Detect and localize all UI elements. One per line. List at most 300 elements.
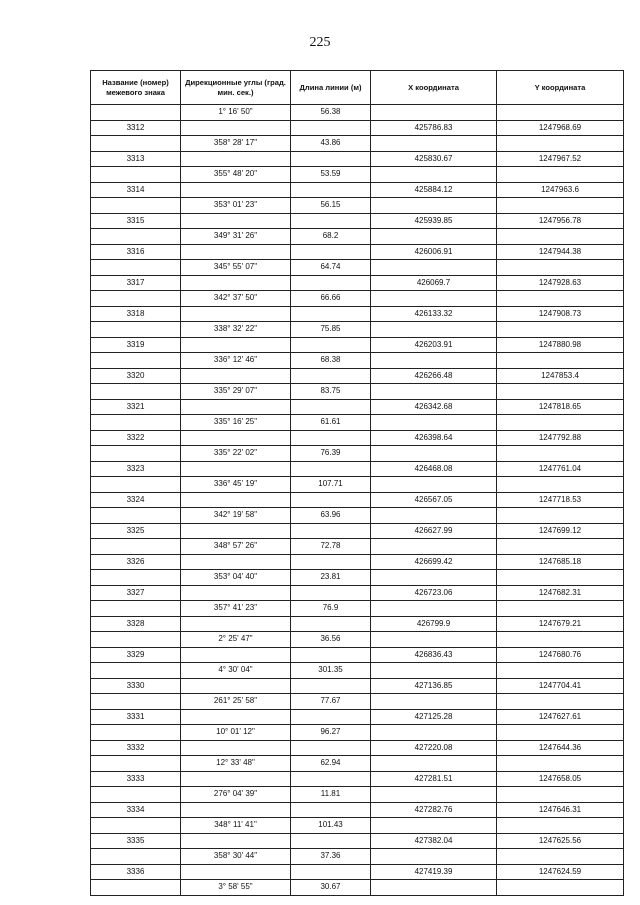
point-name-cell: 3323 — [91, 461, 181, 477]
length-cell: 83.75 — [291, 384, 371, 400]
point-name-cell: 3324 — [91, 492, 181, 508]
length-cell: 96.27 — [291, 725, 371, 741]
length-cell: 43.86 — [291, 136, 371, 152]
y-coordinate-cell: 1247944.38 — [497, 244, 624, 260]
point-name-cell: 3330 — [91, 678, 181, 694]
x-coordinate-cell — [371, 694, 497, 710]
length-cell — [291, 244, 371, 260]
point-name-cell: 3333 — [91, 771, 181, 787]
header-angle: Дирекционные углы (град. мин. сек.) — [181, 71, 291, 105]
length-cell — [291, 337, 371, 353]
angle-cell — [181, 802, 291, 818]
segment-row — [91, 880, 624, 896]
length-cell — [291, 554, 371, 570]
y-coordinate-cell: 1247908.73 — [497, 306, 624, 322]
x-coordinate-cell: 427125.28 — [371, 709, 497, 725]
angle-cell — [181, 461, 291, 477]
x-coordinate-cell — [371, 849, 497, 865]
angle-cell: 349° 31' 26" — [181, 229, 291, 245]
point-name-cell — [91, 849, 181, 865]
length-cell — [291, 120, 371, 136]
x-coordinate-cell — [371, 632, 497, 648]
length-cell — [291, 616, 371, 632]
length-cell — [291, 523, 371, 539]
point-row — [91, 616, 624, 632]
length-cell — [291, 647, 371, 663]
point-name-cell: 3336 — [91, 864, 181, 880]
length-cell: 77.67 — [291, 694, 371, 710]
length-cell: 68.38 — [291, 353, 371, 369]
segment-row — [91, 384, 624, 400]
x-coordinate-cell — [371, 384, 497, 400]
x-coordinate-cell — [371, 291, 497, 307]
angle-cell — [181, 554, 291, 570]
length-cell — [291, 182, 371, 198]
point-name-cell — [91, 725, 181, 741]
y-coordinate-cell — [497, 229, 624, 245]
y-coordinate-cell: 1247792.88 — [497, 430, 624, 446]
point-name-cell — [91, 632, 181, 648]
point-name-cell: 3334 — [91, 802, 181, 818]
point-name-cell — [91, 260, 181, 276]
segment-row — [91, 260, 624, 276]
x-coordinate-cell: 426398.64 — [371, 430, 497, 446]
segment-row — [91, 663, 624, 679]
point-row — [91, 337, 624, 353]
y-coordinate-cell: 1247624.59 — [497, 864, 624, 880]
point-name-cell: 3316 — [91, 244, 181, 260]
point-name-cell — [91, 663, 181, 679]
y-coordinate-cell: 1247682.31 — [497, 585, 624, 601]
x-coordinate-cell — [371, 725, 497, 741]
length-cell — [291, 430, 371, 446]
segment-row — [91, 601, 624, 617]
point-name-cell — [91, 694, 181, 710]
y-coordinate-cell — [497, 880, 624, 896]
x-coordinate-cell — [371, 136, 497, 152]
x-coordinate-cell — [371, 477, 497, 493]
angle-cell: 261° 25' 58" — [181, 694, 291, 710]
x-coordinate-cell — [371, 415, 497, 431]
segment-row — [91, 477, 624, 493]
x-coordinate-cell — [371, 570, 497, 586]
y-coordinate-cell: 1247658.05 — [497, 771, 624, 787]
point-name-cell — [91, 880, 181, 896]
y-coordinate-cell — [497, 632, 624, 648]
y-coordinate-cell — [497, 446, 624, 462]
y-coordinate-cell: 1247680.76 — [497, 647, 624, 663]
table-header-row — [91, 71, 624, 105]
point-row — [91, 368, 624, 384]
segment-row — [91, 818, 624, 834]
segment-row — [91, 353, 624, 369]
angle-cell — [181, 306, 291, 322]
angle-cell — [181, 244, 291, 260]
x-coordinate-cell — [371, 756, 497, 772]
point-row — [91, 585, 624, 601]
y-coordinate-cell: 1247644.36 — [497, 740, 624, 756]
point-name-cell: 3322 — [91, 430, 181, 446]
point-name-cell: 3314 — [91, 182, 181, 198]
length-cell — [291, 802, 371, 818]
point-name-cell: 3335 — [91, 833, 181, 849]
angle-cell: 345° 55' 07" — [181, 260, 291, 276]
angle-cell: 4° 30' 04" — [181, 663, 291, 679]
length-cell — [291, 864, 371, 880]
angle-cell: 335° 22' 02" — [181, 446, 291, 462]
point-name-cell — [91, 539, 181, 555]
length-cell — [291, 461, 371, 477]
length-cell — [291, 740, 371, 756]
length-cell: 36.56 — [291, 632, 371, 648]
angle-cell: 3° 58' 55" — [181, 880, 291, 896]
y-coordinate-cell — [497, 663, 624, 679]
segment-row — [91, 322, 624, 338]
length-cell — [291, 709, 371, 725]
y-coordinate-cell: 1247963.6 — [497, 182, 624, 198]
point-row — [91, 151, 624, 167]
point-name-cell — [91, 384, 181, 400]
point-name-cell: 3312 — [91, 120, 181, 136]
point-name-cell — [91, 136, 181, 152]
angle-cell: 342° 19' 58" — [181, 508, 291, 524]
length-cell: 56.38 — [291, 105, 371, 121]
x-coordinate-cell: 426468.08 — [371, 461, 497, 477]
point-name-cell: 3315 — [91, 213, 181, 229]
angle-cell: 353° 01' 23" — [181, 198, 291, 214]
segment-row — [91, 725, 624, 741]
point-row — [91, 399, 624, 415]
length-cell — [291, 833, 371, 849]
x-coordinate-cell: 426069.7 — [371, 275, 497, 291]
y-coordinate-cell: 1247704.41 — [497, 678, 624, 694]
point-row — [91, 554, 624, 570]
point-name-cell: 3318 — [91, 306, 181, 322]
x-coordinate-cell — [371, 508, 497, 524]
point-row — [91, 275, 624, 291]
length-cell — [291, 213, 371, 229]
angle-cell: 342° 37' 50" — [181, 291, 291, 307]
point-row — [91, 306, 624, 322]
length-cell: 37.36 — [291, 849, 371, 865]
point-name-cell: 3329 — [91, 647, 181, 663]
point-row — [91, 802, 624, 818]
x-coordinate-cell — [371, 539, 497, 555]
x-coordinate-cell: 427281.51 — [371, 771, 497, 787]
y-coordinate-cell — [497, 725, 624, 741]
x-coordinate-cell: 425830.67 — [371, 151, 497, 167]
y-coordinate-cell — [497, 260, 624, 276]
x-coordinate-cell — [371, 198, 497, 214]
angle-cell — [181, 585, 291, 601]
point-name-cell: 3313 — [91, 151, 181, 167]
point-name-cell — [91, 818, 181, 834]
point-name-cell: 3319 — [91, 337, 181, 353]
header-y: Y координата — [497, 71, 624, 105]
y-coordinate-cell — [497, 167, 624, 183]
y-coordinate-cell: 1247679.21 — [497, 616, 624, 632]
point-row — [91, 492, 624, 508]
angle-cell: 353° 04' 40" — [181, 570, 291, 586]
length-cell: 107.71 — [291, 477, 371, 493]
angle-cell: 336° 12' 46" — [181, 353, 291, 369]
point-name-cell — [91, 415, 181, 431]
x-coordinate-cell: 425786.83 — [371, 120, 497, 136]
angle-cell: 276° 04' 39" — [181, 787, 291, 803]
point-name-cell — [91, 477, 181, 493]
y-coordinate-cell — [497, 198, 624, 214]
length-cell — [291, 275, 371, 291]
point-name-cell: 3317 — [91, 275, 181, 291]
x-coordinate-cell — [371, 787, 497, 803]
angle-cell: 1° 16' 50" — [181, 105, 291, 121]
point-name-cell — [91, 291, 181, 307]
point-name-cell: 3325 — [91, 523, 181, 539]
point-name-cell — [91, 508, 181, 524]
segment-row — [91, 291, 624, 307]
segment-row — [91, 415, 624, 431]
point-row — [91, 833, 624, 849]
point-name-cell: 3331 — [91, 709, 181, 725]
segment-row — [91, 787, 624, 803]
table-body — [91, 105, 624, 896]
angle-cell: 2° 25' 47" — [181, 632, 291, 648]
segment-row — [91, 632, 624, 648]
angle-cell — [181, 523, 291, 539]
length-cell: 11.81 — [291, 787, 371, 803]
angle-cell — [181, 709, 291, 725]
angle-cell: 357° 41' 23" — [181, 601, 291, 617]
y-coordinate-cell: 1247956.78 — [497, 213, 624, 229]
point-row — [91, 740, 624, 756]
length-cell: 63.96 — [291, 508, 371, 524]
x-coordinate-cell: 427220.08 — [371, 740, 497, 756]
header-name: Название (номер) межевого знака — [91, 71, 181, 105]
point-name-cell: 3326 — [91, 554, 181, 570]
x-coordinate-cell: 425884.12 — [371, 182, 497, 198]
x-coordinate-cell: 427136.85 — [371, 678, 497, 694]
angle-cell: 338° 32' 22" — [181, 322, 291, 338]
x-coordinate-cell — [371, 601, 497, 617]
x-coordinate-cell — [371, 446, 497, 462]
y-coordinate-cell — [497, 353, 624, 369]
y-coordinate-cell — [497, 477, 624, 493]
y-coordinate-cell — [497, 818, 624, 834]
length-cell: 72.78 — [291, 539, 371, 555]
angle-cell: 335° 16' 25" — [181, 415, 291, 431]
y-coordinate-cell: 1247818.65 — [497, 399, 624, 415]
point-name-cell — [91, 353, 181, 369]
point-name-cell — [91, 198, 181, 214]
angle-cell — [181, 740, 291, 756]
x-coordinate-cell: 426723.06 — [371, 585, 497, 601]
y-coordinate-cell — [497, 322, 624, 338]
y-coordinate-cell — [497, 787, 624, 803]
y-coordinate-cell — [497, 415, 624, 431]
point-row — [91, 430, 624, 446]
x-coordinate-cell: 426266.48 — [371, 368, 497, 384]
page-number: 225 — [309, 35, 331, 50]
segment-row — [91, 694, 624, 710]
y-coordinate-cell — [497, 694, 624, 710]
length-cell: 66.66 — [291, 291, 371, 307]
x-coordinate-cell: 426836.43 — [371, 647, 497, 663]
x-coordinate-cell — [371, 229, 497, 245]
y-coordinate-cell: 1247968.69 — [497, 120, 624, 136]
x-coordinate-cell — [371, 353, 497, 369]
angle-cell — [181, 151, 291, 167]
y-coordinate-cell: 1247853.4 — [497, 368, 624, 384]
point-name-cell — [91, 229, 181, 245]
point-row — [91, 678, 624, 694]
angle-cell: 348° 11' 41" — [181, 818, 291, 834]
length-cell: 62.94 — [291, 756, 371, 772]
x-coordinate-cell — [371, 818, 497, 834]
angle-cell — [181, 430, 291, 446]
y-coordinate-cell — [497, 136, 624, 152]
y-coordinate-cell — [497, 601, 624, 617]
length-cell: 101.43 — [291, 818, 371, 834]
point-name-cell — [91, 570, 181, 586]
segment-row — [91, 756, 624, 772]
length-cell — [291, 399, 371, 415]
length-cell: 76.9 — [291, 601, 371, 617]
angle-cell: 358° 30' 44" — [181, 849, 291, 865]
segment-row — [91, 198, 624, 214]
y-coordinate-cell — [497, 849, 624, 865]
angle-cell: 10° 01' 12" — [181, 725, 291, 741]
segment-row — [91, 105, 624, 121]
point-name-cell — [91, 756, 181, 772]
y-coordinate-cell: 1247967.52 — [497, 151, 624, 167]
angle-cell — [181, 368, 291, 384]
angle-cell — [181, 771, 291, 787]
point-row — [91, 709, 624, 725]
x-coordinate-cell: 426203.91 — [371, 337, 497, 353]
angle-cell — [181, 399, 291, 415]
point-row — [91, 771, 624, 787]
segment-row — [91, 167, 624, 183]
point-row — [91, 864, 624, 880]
y-coordinate-cell — [497, 570, 624, 586]
length-cell: 61.61 — [291, 415, 371, 431]
length-cell — [291, 678, 371, 694]
length-cell — [291, 306, 371, 322]
angle-cell — [181, 337, 291, 353]
angle-cell: 358° 28' 17" — [181, 136, 291, 152]
header-length: Длина линии (м) — [291, 71, 371, 105]
point-name-cell — [91, 787, 181, 803]
point-row — [91, 213, 624, 229]
x-coordinate-cell — [371, 322, 497, 338]
y-coordinate-cell: 1247685.18 — [497, 554, 624, 570]
y-coordinate-cell: 1247718.53 — [497, 492, 624, 508]
angle-cell: 336° 45' 19" — [181, 477, 291, 493]
y-coordinate-cell — [497, 508, 624, 524]
length-cell — [291, 151, 371, 167]
y-coordinate-cell: 1247699.12 — [497, 523, 624, 539]
x-coordinate-cell: 427382.04 — [371, 833, 497, 849]
y-coordinate-cell — [497, 539, 624, 555]
header-x: X координата — [371, 71, 497, 105]
segment-row — [91, 849, 624, 865]
point-name-cell — [91, 105, 181, 121]
length-cell: 76.39 — [291, 446, 371, 462]
x-coordinate-cell: 426006.91 — [371, 244, 497, 260]
angle-cell — [181, 678, 291, 694]
angle-cell: 348° 57' 26" — [181, 539, 291, 555]
y-coordinate-cell — [497, 384, 624, 400]
angle-cell — [181, 864, 291, 880]
point-name-cell: 3328 — [91, 616, 181, 632]
length-cell — [291, 771, 371, 787]
y-coordinate-cell: 1247928.63 — [497, 275, 624, 291]
point-row — [91, 244, 624, 260]
x-coordinate-cell — [371, 880, 497, 896]
angle-cell — [181, 275, 291, 291]
segment-row — [91, 570, 624, 586]
y-coordinate-cell — [497, 291, 624, 307]
angle-cell: 12° 33' 48" — [181, 756, 291, 772]
boundary-coordinates-table — [90, 70, 624, 896]
segment-row — [91, 136, 624, 152]
point-row — [91, 461, 624, 477]
x-coordinate-cell — [371, 260, 497, 276]
length-cell — [291, 492, 371, 508]
length-cell: 23.81 — [291, 570, 371, 586]
point-name-cell — [91, 322, 181, 338]
y-coordinate-cell — [497, 756, 624, 772]
x-coordinate-cell: 425939.85 — [371, 213, 497, 229]
segment-row — [91, 539, 624, 555]
x-coordinate-cell: 426133.32 — [371, 306, 497, 322]
point-row — [91, 120, 624, 136]
segment-row — [91, 229, 624, 245]
x-coordinate-cell — [371, 167, 497, 183]
angle-cell — [181, 120, 291, 136]
point-name-cell — [91, 167, 181, 183]
y-coordinate-cell: 1247646.31 — [497, 802, 624, 818]
segment-row — [91, 508, 624, 524]
y-coordinate-cell: 1247627.61 — [497, 709, 624, 725]
segment-row — [91, 446, 624, 462]
point-row — [91, 523, 624, 539]
x-coordinate-cell: 426627.99 — [371, 523, 497, 539]
x-coordinate-cell — [371, 663, 497, 679]
x-coordinate-cell: 426699.42 — [371, 554, 497, 570]
point-row — [91, 182, 624, 198]
y-coordinate-cell: 1247761.04 — [497, 461, 624, 477]
length-cell: 56.15 — [291, 198, 371, 214]
angle-cell — [181, 647, 291, 663]
angle-cell — [181, 213, 291, 229]
length-cell: 53.59 — [291, 167, 371, 183]
angle-cell — [181, 833, 291, 849]
point-name-cell — [91, 601, 181, 617]
x-coordinate-cell: 427282.76 — [371, 802, 497, 818]
length-cell — [291, 368, 371, 384]
y-coordinate-cell — [497, 105, 624, 121]
angle-cell: 355° 48' 20" — [181, 167, 291, 183]
y-coordinate-cell: 1247880.98 — [497, 337, 624, 353]
point-name-cell: 3321 — [91, 399, 181, 415]
length-cell: 30.67 — [291, 880, 371, 896]
length-cell: 64.74 — [291, 260, 371, 276]
point-row — [91, 647, 624, 663]
point-name-cell: 3320 — [91, 368, 181, 384]
x-coordinate-cell: 426567.05 — [371, 492, 497, 508]
x-coordinate-cell — [371, 105, 497, 121]
